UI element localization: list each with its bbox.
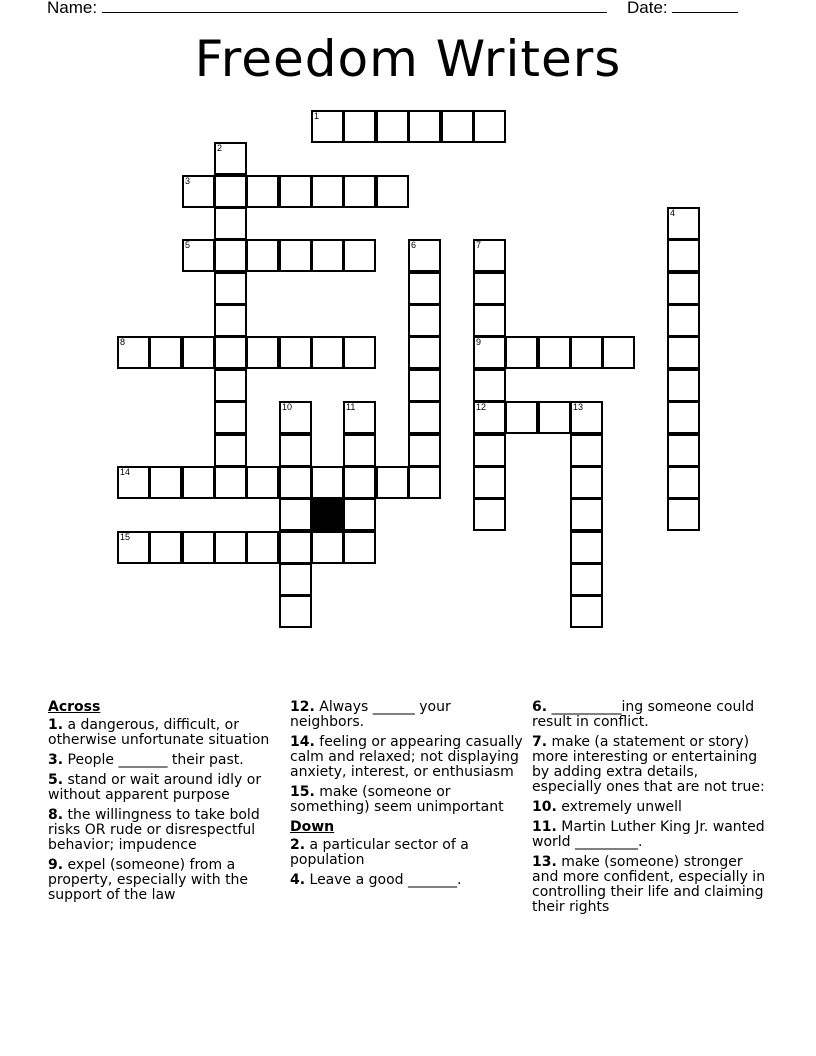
clue-number-label: 6 [411, 240, 417, 250]
crossword-cell[interactable] [343, 498, 376, 531]
clue-number: 7. [532, 734, 548, 750]
crossword-cell[interactable] [279, 563, 312, 596]
crossword-cell[interactable] [311, 531, 344, 564]
page-title: Freedom Writers [194, 30, 622, 88]
clue-across-14 [290, 735, 526, 780]
clues-column-3 [532, 700, 772, 920]
crossword-cell[interactable] [214, 142, 247, 175]
clue-number-label: 2 [217, 143, 223, 153]
crossword-cell[interactable] [117, 531, 150, 564]
crossword-cell[interactable] [246, 239, 279, 272]
crossword-cell[interactable] [149, 466, 182, 499]
clue-down-13 [532, 855, 772, 915]
clue-number-label: 4 [670, 208, 676, 218]
crossword-cell[interactable] [505, 336, 538, 369]
crossword-cell[interactable] [279, 401, 312, 434]
crossword-cell[interactable] [214, 434, 247, 467]
crossword-cell[interactable] [311, 336, 344, 369]
down-heading: Down [290, 819, 335, 835]
crossword-cell[interactable] [182, 175, 215, 208]
crossword-cell[interactable] [214, 369, 247, 402]
clue-text: People _______ their past. [67, 752, 244, 768]
clue-down-2 [290, 838, 526, 868]
clue-down-11 [532, 820, 772, 850]
crossword-cell[interactable] [182, 466, 215, 499]
clue-text: __________ing someone could result in conflict. [532, 699, 755, 730]
crossword-cell[interactable] [441, 110, 474, 143]
crossword-cell[interactable] [667, 466, 700, 499]
across-heading: Across [48, 699, 101, 715]
crossword-cell[interactable] [570, 531, 603, 564]
crossword-cell[interactable] [408, 369, 441, 402]
crossword-cell[interactable] [408, 336, 441, 369]
crossword-cell[interactable] [149, 336, 182, 369]
crossword-cell[interactable] [376, 110, 409, 143]
crossword-cell[interactable] [667, 239, 700, 272]
clue-number: 5. [48, 772, 64, 788]
clue-number-label: 5 [185, 240, 191, 250]
clue-number: 10. [532, 799, 557, 815]
crossword-cell[interactable] [473, 239, 506, 272]
crossword-cell[interactable] [408, 110, 441, 143]
crossword-cell[interactable] [182, 531, 215, 564]
crossword-cell[interactable] [602, 336, 635, 369]
crossword-cell[interactable] [343, 466, 376, 499]
crossword-cell[interactable] [667, 336, 700, 369]
crossword-cell[interactable] [279, 175, 312, 208]
crossword-cell[interactable] [408, 401, 441, 434]
crossword-cell[interactable] [667, 272, 700, 305]
name-label: Name: [47, 0, 98, 17]
crossword-cell[interactable] [473, 336, 506, 369]
crossword-cell[interactable] [214, 175, 247, 208]
clue-number: 6. [532, 699, 548, 715]
crossword-cell[interactable] [408, 434, 441, 467]
crossword-cell[interactable] [473, 498, 506, 531]
crossword-cell[interactable] [570, 336, 603, 369]
clue-down-10 [532, 800, 772, 815]
crossword-cell[interactable] [214, 272, 247, 305]
clue-across-5 [48, 773, 284, 803]
crossword-cell[interactable] [473, 401, 506, 434]
crossword-cell[interactable] [570, 498, 603, 531]
crossword-cell[interactable] [214, 239, 247, 272]
clue-number: 4. [290, 872, 306, 888]
clue-text: extremely unwell [561, 799, 682, 815]
crossword-cell[interactable] [117, 466, 150, 499]
crossword-cell[interactable] [667, 498, 700, 531]
black-square [311, 498, 344, 531]
clue-text: feeling or appearing casually calm and relaxed; not displaying anxiety, interest, or enthusiasm [290, 734, 523, 780]
clue-text: make (a statement or story) more interesting or entertaining by adding extra details, especially ones that are not true: [532, 734, 765, 795]
crossword-cell[interactable] [538, 401, 571, 434]
clue-number: 3. [48, 752, 64, 768]
clue-text: make (someone) stronger and more confident, especially in controlling their life and claiming their rights [532, 854, 766, 915]
clue-down-6 [532, 700, 772, 730]
crossword-cell[interactable] [279, 466, 312, 499]
clue-number: 2. [290, 837, 306, 853]
clue-number-label: 9 [476, 337, 482, 347]
crossword-cell[interactable] [408, 239, 441, 272]
clue-text: Leave a good _______. [309, 872, 462, 888]
crossword-cell[interactable] [343, 336, 376, 369]
crossword-cell[interactable] [570, 434, 603, 467]
crossword-cell[interactable] [473, 466, 506, 499]
clue-across-1 [48, 718, 284, 748]
crossword-cell[interactable] [408, 272, 441, 305]
clue-text: Martin Luther King Jr. wanted world _________. [532, 819, 765, 850]
clue-down-7 [532, 735, 772, 795]
crossword-cell[interactable] [570, 466, 603, 499]
clues-column-1 [48, 700, 284, 908]
clue-number: 11. [532, 819, 557, 835]
crossword-cell[interactable] [408, 304, 441, 337]
crossword-cell[interactable] [570, 563, 603, 596]
clues-column-2 [290, 700, 526, 893]
crossword-cell[interactable] [667, 401, 700, 434]
clue-text: expel (someone) from a property, especially with the support of the law [48, 857, 249, 903]
crossword-cell[interactable] [667, 304, 700, 337]
clue-text: a particular sector of a population [290, 837, 469, 868]
crossword-cell[interactable] [214, 531, 247, 564]
clue-number: 14. [290, 734, 315, 750]
clue-text: the willingness to take bold risks OR rude or disrespectful behavior; impudence [48, 807, 260, 853]
clue-number-label: 15 [120, 532, 131, 542]
crossword-cell[interactable] [246, 175, 279, 208]
clue-number: 1. [48, 717, 64, 733]
crossword-cell[interactable] [214, 207, 247, 240]
crossword-cell[interactable] [279, 239, 312, 272]
clue-number: 9. [48, 857, 64, 873]
crossword-cell[interactable] [311, 175, 344, 208]
clue-number-label: 7 [476, 240, 482, 250]
crossword-cell[interactable] [214, 466, 247, 499]
crossword-cell[interactable] [246, 336, 279, 369]
clue-number-label: 12 [476, 402, 487, 412]
crossword-cell[interactable] [214, 336, 247, 369]
crossword-cell[interactable] [376, 175, 409, 208]
clue-down-4 [290, 873, 526, 888]
clue-number: 12. [290, 699, 315, 715]
crossword-cell[interactable] [343, 434, 376, 467]
crossword-cell[interactable] [667, 434, 700, 467]
clue-text: a dangerous, difficult, or otherwise unfortunate situation [48, 717, 270, 748]
clue-number: 15. [290, 784, 315, 800]
clue-text: stand or wait around idly or without apparent purpose [48, 772, 262, 803]
crossword-cell[interactable] [214, 401, 247, 434]
crossword-cell[interactable] [279, 336, 312, 369]
crossword-cell[interactable] [117, 336, 150, 369]
clue-across-12 [290, 700, 526, 730]
crossword-cell[interactable] [473, 110, 506, 143]
crossword-cell[interactable] [182, 239, 215, 272]
crossword-cell[interactable] [311, 110, 344, 143]
crossword-cell[interactable] [214, 304, 247, 337]
crossword-cell[interactable] [311, 239, 344, 272]
crossword-cell[interactable] [279, 434, 312, 467]
crossword-cell[interactable] [343, 239, 376, 272]
clue-text: make (someone or something) seem unimportant [290, 784, 504, 815]
crossword-cell[interactable] [343, 175, 376, 208]
clue-number: 8. [48, 807, 64, 823]
crossword-cell[interactable] [473, 434, 506, 467]
clue-number-label: 10 [282, 402, 293, 412]
crossword-cell[interactable] [570, 595, 603, 628]
crossword-cell[interactable] [246, 531, 279, 564]
clue-text: Always ______ your neighbors. [290, 699, 451, 730]
crossword-cell[interactable] [279, 498, 312, 531]
crossword-cell[interactable] [343, 531, 376, 564]
crossword-cell[interactable] [667, 207, 700, 240]
clue-number-label: 13 [573, 402, 584, 412]
crossword-cell[interactable] [473, 369, 506, 402]
crossword-cell[interactable] [376, 466, 409, 499]
crossword-cell[interactable] [505, 401, 538, 434]
crossword-cell[interactable] [311, 466, 344, 499]
crossword-cell[interactable] [279, 531, 312, 564]
clue-across-15 [290, 785, 526, 815]
crossword-cell[interactable] [473, 272, 506, 305]
clue-number-label: 1 [314, 111, 320, 121]
clue-across-3 [48, 753, 284, 768]
crossword-cell[interactable] [182, 336, 215, 369]
clue-number: 13. [532, 854, 557, 870]
crossword-cell[interactable] [538, 336, 571, 369]
crossword-cell[interactable] [408, 466, 441, 499]
clue-across-9 [48, 858, 284, 903]
crossword-cell[interactable] [343, 401, 376, 434]
crossword-cell[interactable] [279, 595, 312, 628]
crossword-cell[interactable] [343, 110, 376, 143]
crossword-cell[interactable] [149, 531, 182, 564]
crossword-cell[interactable] [246, 466, 279, 499]
clue-number-label: 8 [120, 337, 126, 347]
crossword-cell[interactable] [570, 401, 603, 434]
crossword-cell[interactable] [473, 304, 506, 337]
clue-number-label: 3 [185, 176, 191, 186]
crossword-cell[interactable] [667, 369, 700, 402]
clue-number-label: 11 [346, 402, 356, 412]
clue-number-label: 14 [120, 467, 131, 477]
date-label: Date: [627, 0, 668, 17]
clue-across-8 [48, 808, 284, 853]
